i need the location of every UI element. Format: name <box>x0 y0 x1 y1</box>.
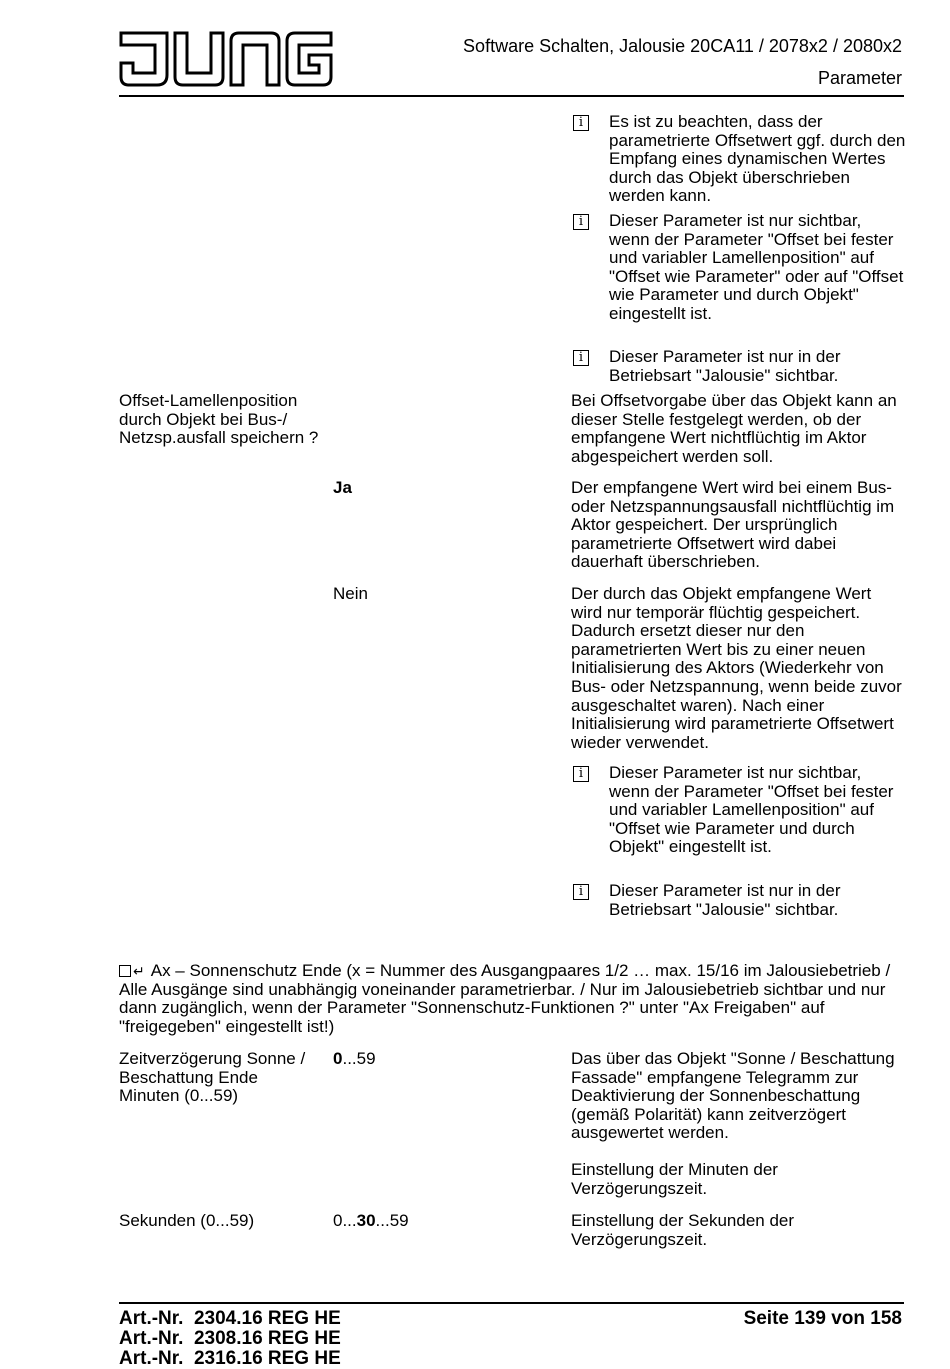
arrow-icon: ↵ <box>133 963 145 979</box>
info-note: i Dieser Parameter ist nur sichtbar, wenn der Parameter "Offset bei fester und variabler Lamellenposition" auf "Offset wie Parameter" oder auf "Offset wie Parameter und durch Objekt" eingestellt ist. <box>571 212 906 324</box>
option-description: Der empfangene Wert wird bei einem Bus- oder Netzspannungsausfall nichtflüchtig im Aktor gespeichert. Der ursprünglich parametrierte Offsetwert wird dabei dauerhaft überschrieben. <box>571 478 895 572</box>
article-number: Art.-Nr. 2316.16 REG HE <box>119 1348 341 1369</box>
info-icon: i <box>573 884 589 900</box>
parameter-name: Zeitverzögerung Sonne / Beschattung Ende Minuten (0...59) <box>119 1049 306 1106</box>
document-title: Software Schalten, Jalousie 20CA11 / 2078x2 / 2080x2 <box>463 36 902 56</box>
parameter-value: 0...59 <box>333 1049 376 1068</box>
option-value: Nein <box>333 584 368 603</box>
info-icon: i <box>573 214 589 230</box>
parameter-description: Das über das Objekt "Sonne / Beschattung Fassade" empfangene Telegramm zur Deaktivierung der Sonnenbeschattung (gemäß Polarität) kann zeitverzögert ausgewertet werden. <box>571 1049 895 1143</box>
page-number: Seite 139 von 158 <box>743 1308 902 1329</box>
section-heading: ↵ Ax – Sonnenschutz Ende (x = Nummer des Ausgangpaares 1/2 … max. 15/16 im Jalousiebetrieb / Alle Ausgänge sind unabhängig voneinander parametrierbar. / Nur im Jalousiebetrieb sichtbar und nur dann zugänglich, wenn der Parameter "Sonnenschutz-Funktionen ?" unter "Ax Freigaben" auf "freigegeben" eingestellt ist!) <box>119 961 891 1036</box>
option-description: Der durch das Objekt empfangene Wert wird nur temporär flüchtig gespeichert. Dadurch ersetzt dieser nur den parametrierten Wert bis zu einer neuen Initialisierung des Aktors (Wiederkehr von Bus- oder Netzspannung, wenn beide zuvor ausgeschaltet waren). Nach einer Initialisierung wird parametrierte Offsetwert wieder verwendet. <box>571 584 902 752</box>
parameter-description: Bei Offsetvorgabe über das Objekt kann an dieser Stelle festgelegt werden, ob der empfangene Wert nichtflüchtig im Aktor abgespeichert werden soll. <box>571 391 897 466</box>
footer-rule <box>119 1302 904 1304</box>
article-number: Art.-Nr. 2308.16 REG HE <box>119 1328 341 1349</box>
jung-logo <box>119 31 333 87</box>
parameter-description: Einstellung der Minuten der Verzögerungszeit. <box>571 1160 778 1198</box>
header-rule <box>119 95 904 97</box>
parameter-name: Sekunden (0...59) <box>119 1211 255 1230</box>
info-note: i Dieser Parameter ist nur in der Betriebsart "Jalousie" sichtbar. <box>571 882 906 919</box>
info-icon: i <box>573 766 589 782</box>
info-icon: i <box>573 115 589 131</box>
parameter-value: 0...30...59 <box>333 1211 409 1230</box>
info-icon: i <box>573 350 589 366</box>
parameter-description: Einstellung der Sekunden der Verzögerungszeit. <box>571 1211 795 1249</box>
info-note: i Es ist zu beachten, dass der parametrierte Offsetwert ggf. durch den Empfang eines dynamischen Wertes durch das Objekt überschrieben werden kann. <box>571 113 906 206</box>
parameter-name: Offset-Lamellenposition durch Objekt bei Bus-/ Netzsp.ausfall speichern ? <box>119 391 319 448</box>
parameter-page-icon <box>119 965 131 977</box>
option-value: Ja <box>333 478 352 497</box>
info-note: i Dieser Parameter ist nur in der Betriebsart "Jalousie" sichtbar. <box>571 348 906 385</box>
section-title: Parameter <box>817 68 902 88</box>
article-number: Art.-Nr. 2304.16 REG HE <box>119 1308 341 1329</box>
info-note: i Dieser Parameter ist nur sichtbar, wenn der Parameter "Offset bei fester und variabler Lamellenposition" auf "Offset wie Parameter und durch Objekt" eingestellt ist. <box>571 764 906 857</box>
